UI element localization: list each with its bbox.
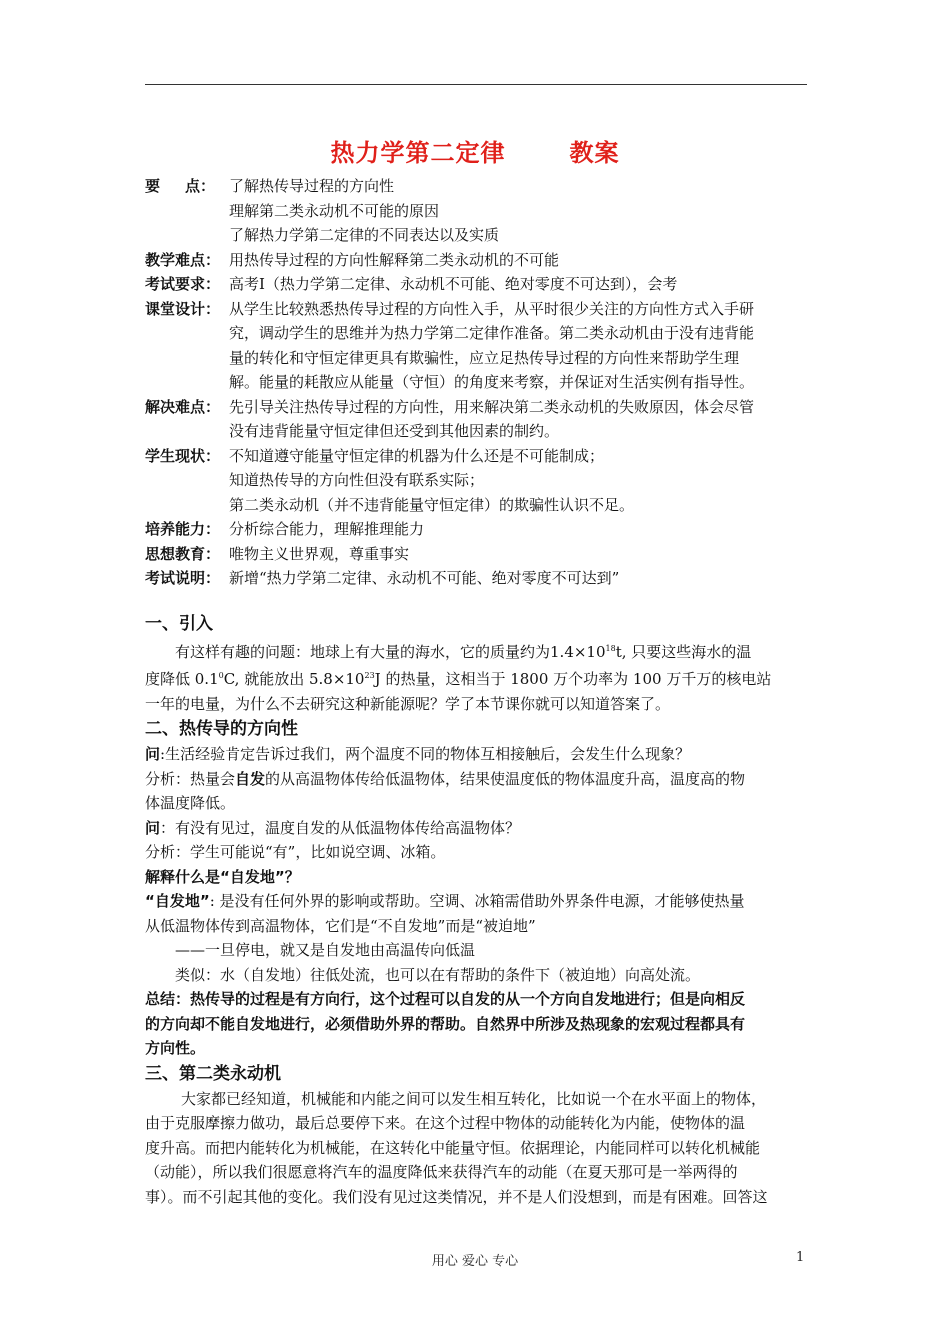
student-status: 学生现状： 不知道遵守能量守恒定律的机器为什么还是不可能制成； 知道热传导的方向性但没有联系实际； 第二类永动机（并不违背能量守恒定律）的欺骗性认识不足。 [145, 444, 809, 518]
analysis: 分析：学生可能说“有”，比如说空调、冰箱。 [145, 843, 446, 861]
analysis: 分析：热量会自发的从高温物体传给低温物体，结果使温度低的物体温度升高，温度高的物 [145, 769, 746, 788]
paragraph: 大家都已经知道，机械能和内能之间可以发生相互转化，比如说一个在水平面上的物体， [181, 1089, 767, 1108]
note: 类似：水（自发地）往低处流，也可以在有帮助的条件下（被迫地）向高处流。 [175, 965, 701, 984]
key-point: 了解热传导过程的方向性 [229, 177, 395, 195]
exam-note: 考试说明： 新增“热力学第二定律、永动机不可能、绝对零度不可达到” [145, 566, 809, 591]
page-number: 1 [796, 1250, 805, 1265]
exam-requirement-label: 考试要求： [145, 275, 221, 293]
key-points [145, 174, 809, 248]
section-heading: 二、热传导的方向性 [145, 719, 298, 739]
title-main: 热力学第二定律 [330, 139, 506, 167]
header-rule [145, 84, 807, 85]
paragraph-line: 由于克服摩擦力做功，最后总要停下来。在这个过程中物体的动能转化为内能，使物体的温 [145, 1114, 746, 1132]
page-footer: 用心 爱心 专心 [431, 1254, 519, 1269]
section-heading: 三、第二类永动机 [145, 1063, 281, 1084]
definition-line: 从低温物体传到高温物体，它们是“不自发地”而是“被迫地” [145, 916, 536, 935]
note: ——一旦停电，就又是自发地由高温传向低温 [175, 941, 476, 959]
paragraph-line: 事）。而不引起其他的变化。我们没有见过这类情况，并不是人们没想到，而是有困难。回答这 [145, 1187, 768, 1206]
teaching-difficulty-label: 教学难点： [145, 250, 221, 269]
definition: “自发地”: 是没有任何外界的影响或帮助。空调、冰箱需借助外界条件电源，才能够使热量 [145, 892, 745, 910]
key-points-label: 要 点： [145, 177, 215, 195]
paragraph: 有这样有趣的问题：地球上有大量的海水，它的质量约为$1.4\times 10^{18}t$, 只要这些海水的温 [175, 642, 752, 661]
class-design: 课堂设计： 从学生比较熟悉热传导过程的方向性入手，从平时很少关注的方向性方式入手研 究，调动学生的思维并为热力学第二定律作准备。第二类永动机由于没有违背能 量的转化和守恒定律更具有欺骗性，应立足热传导过程的方向性来帮助学生理 解。能量的耗散应从能量（守恒）的角度来考察，并保证对生活实例有指导性。 [145, 297, 809, 395]
analysis-line: 体温度降低。 [145, 794, 236, 812]
question: 问：有没有见过，温度自发的从低温物体传给高温物体？ [145, 818, 521, 837]
exam-note-label: 考试说明： [145, 569, 221, 587]
paragraph-line: 度升高。而把内能转化为机械能，在这转化中能量守恒。依据理论，内能同样可以转化机械能 [145, 1138, 761, 1157]
key-point: 了解热力学第二定律的不同表达以及实质 [229, 226, 500, 244]
question: 问:生活经验肯定告诉过我们，两个温度不同的物体互相接触后，会发生什么现象？ [145, 745, 691, 763]
class-design-label: 课堂设计： [145, 299, 221, 318]
paragraph-line: （动能），所以我们很愿意将汽车的温度降低来获得汽车的动能（在夏天那可是一举两得的 [145, 1163, 738, 1181]
solve-difficulty-label: 解决难点： [145, 397, 221, 416]
section-heading: 一、引入 [145, 613, 213, 634]
ability-label: 培养能力： [145, 520, 221, 538]
exam-requirement: 考试要求： 高考Ⅰ（热力学第二定律、永动机不可能、绝对零度不可达到），会考 [145, 272, 809, 297]
ideology-education: 思想教育： 唯物主义世界观，尊重事实 [145, 542, 809, 567]
explain-heading: 解释什么是“自发地”？ [145, 867, 300, 886]
document-title [0, 133, 950, 168]
summary: 总结：热传导的过程是有方向行，这个过程可以自发的从一个方向自发地进行；但是向相反 的方向却不能自发地进行，必须借助外界的帮助。自然界中所涉及热现象的宏观过程都具有 方向性。 [145, 990, 746, 1057]
paragraph-line: 一年的电量，为什么不去研究这种新能源呢？学了本节课你就可以知道答案了。 [145, 694, 671, 713]
title-suffix: 教案 [569, 139, 620, 167]
document-body [145, 174, 809, 1209]
paragraph-line: 度降低 $0.1^0C$, 就能放出 $5.8\times 10^{23}J$ 的热量，这相当于 1800 万个功率为 100 万千万的核电站 [145, 670, 772, 688]
ideology-label: 思想教育： [145, 544, 221, 563]
student-status-label: 学生现状： [145, 446, 221, 465]
key-point: 理解第二类永动机不可能的原因 [229, 201, 440, 220]
solve-difficulty: 解决难点： 先引导关注热传导过程的方向性，用来解决第二类永动机的失败原因，体会尽管 没有违背能量守恒定律但还受到其他因素的制约。 [145, 395, 809, 444]
ability-training: 培养能力： 分析综合能力，理解推理能力 [145, 517, 809, 542]
teaching-difficulty: 教学难点： 用热传导过程的方向性解释第二类永动机的不可能 [145, 248, 809, 273]
